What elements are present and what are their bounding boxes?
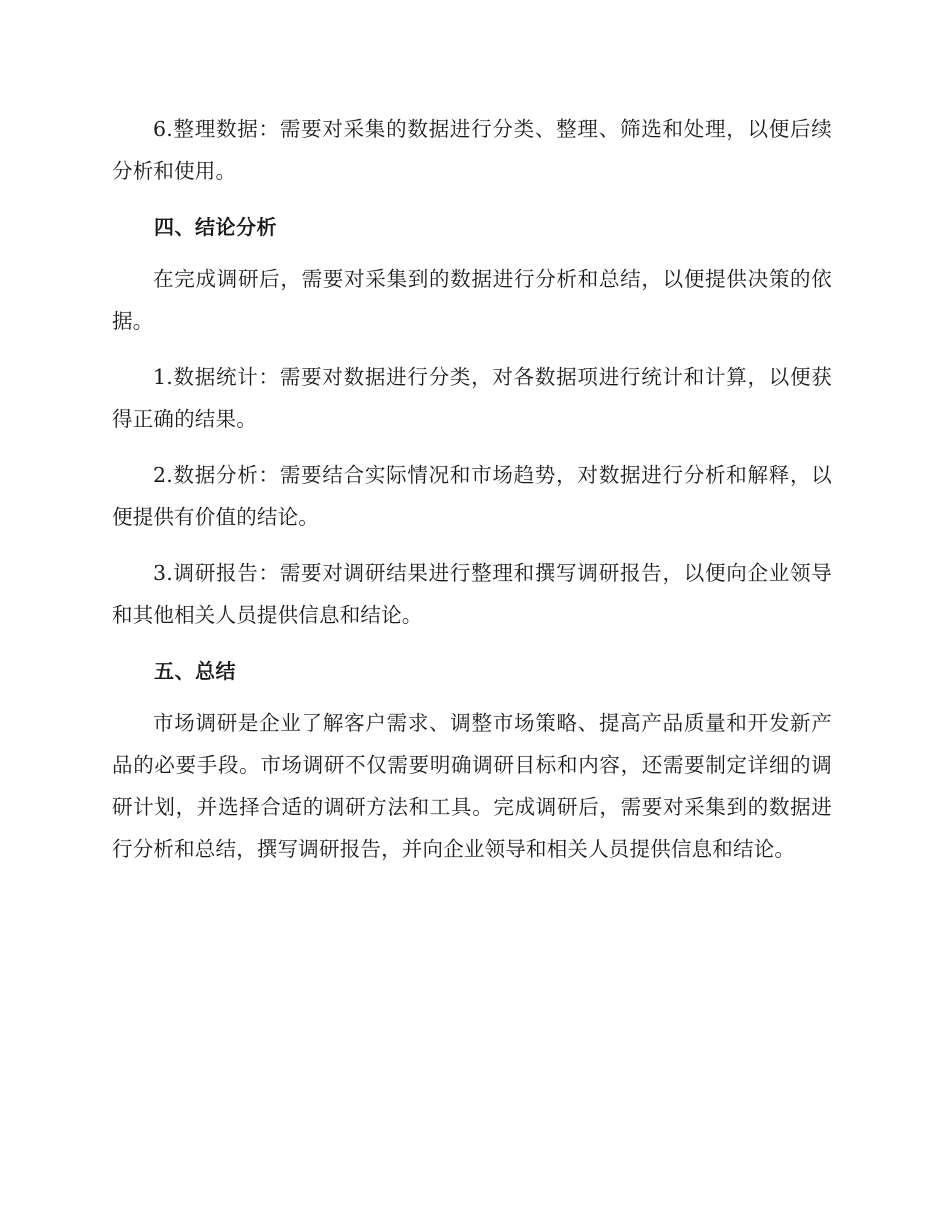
paragraph-organize-data: 6.整理数据：需要对采集的数据进行分类、整理、筛选和处理，以便后续分析和使用。 <box>112 117 832 183</box>
paragraph-summary: 市场调研是企业了解客户需求、调整市场策略、提高产品质量和开发新产品的必要手段。市场调研不仅需要明确调研目标和内容，还需要制定详细的调研计划，并选择合适的调研方法和工具。完成调研后，需要对采集到的数据进行分析和总结，撰写调研报告，并向企业领导和相关人员提供信息和结论。 <box>112 711 832 861</box>
section-heading-conclusion-analysis: 四、结论分析 <box>154 215 277 239</box>
document-body <box>112 108 832 884</box>
paragraph-data-analysis: 2.数据分析：需要结合实际情况和市场趋势，对数据进行分析和解释，以便提供有价值的结论。 <box>112 463 832 529</box>
paragraph-research-report: 3.调研报告：需要对调研结果进行整理和撰写调研报告，以便向企业领导和其他相关人员提供信息和结论。 <box>112 561 832 627</box>
section-heading-summary: 五、总结 <box>154 659 236 683</box>
paragraph-conclusion-intro: 在完成调研后，需要对采集到的数据进行分析和总结，以便提供决策的依据。 <box>112 267 832 333</box>
paragraph-data-statistics: 1.数据统计：需要对数据进行分类，对各数据项进行统计和计算，以便获得正确的结果。 <box>112 365 832 431</box>
